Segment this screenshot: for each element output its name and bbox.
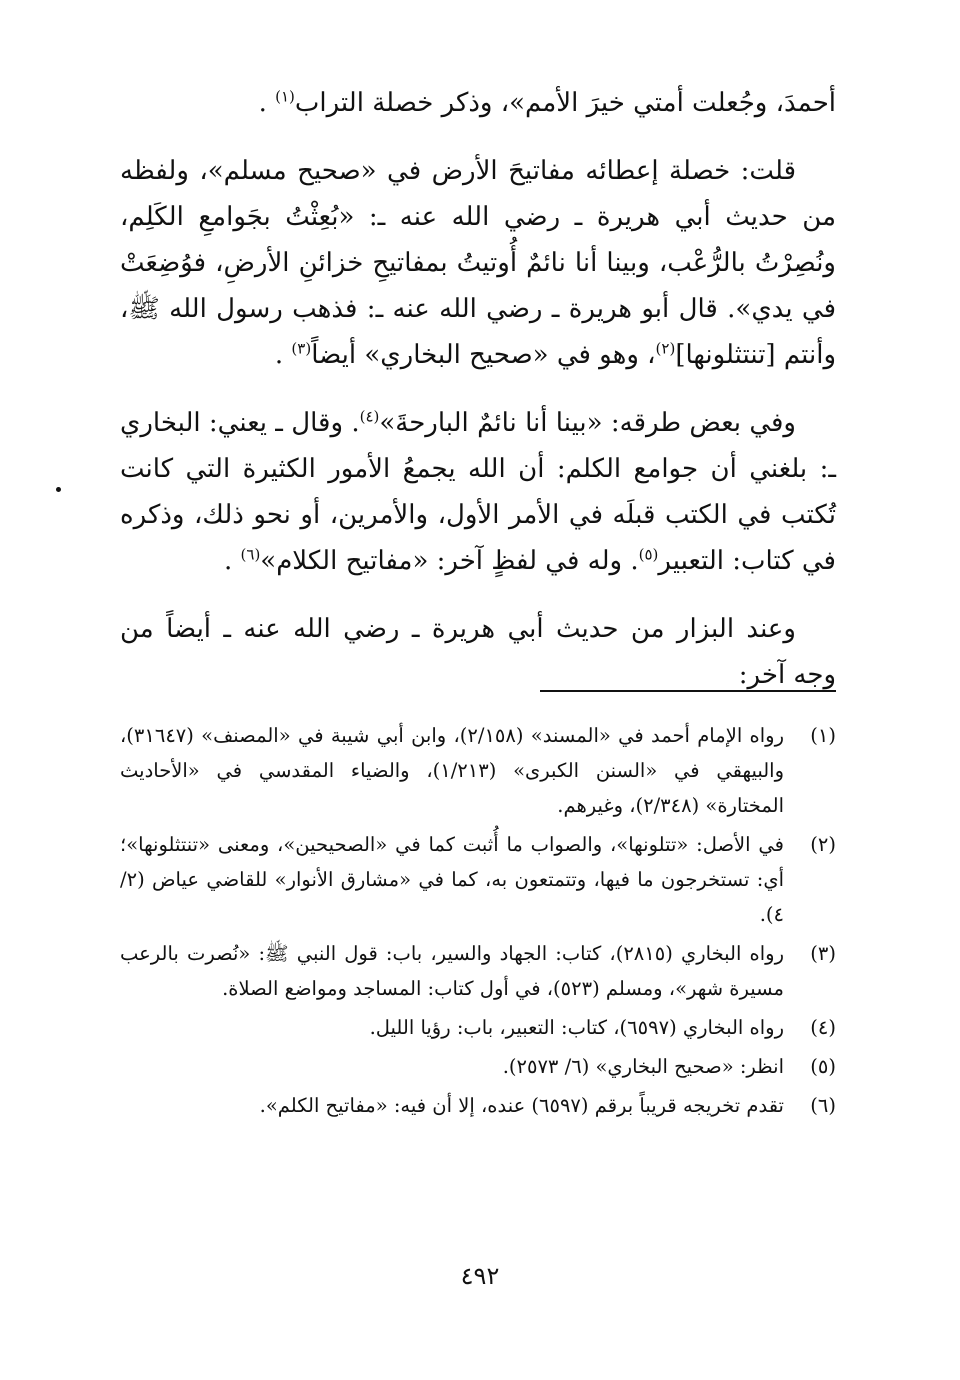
footnote-text: رواه البخاري (٦٥٩٧)، كتاب: التعبير، باب: رؤيا الليل.	[369, 1016, 784, 1039]
footnote-2	[120, 827, 836, 932]
footnote-6	[120, 1088, 836, 1123]
paragraph-4: وعند البزار من حديث أبي هريرة ـ رضي الله عنه ـ أيضاً من وجه آخر:	[120, 614, 836, 690]
footnote-text: انظر: «صحيح البخاري» (٦/ ٢٥٧٣).	[502, 1055, 784, 1078]
footnote-text: رواه البخاري (٢٨١٥)، كتاب: الجهاد والسير، باب: قول النبي ﷺ: «نُصرت بالرعب مسيرة شهر»، ومسلم (٥٢٣)، في أول كتاب: المساجد ومواضع الصلاة.	[120, 942, 784, 1000]
paragraph-2: قلت: خصلة إعطائه مفاتيحَ الأرض في «صحيح مسلم»، ولفظه من حديث أبي هريرة ـ رضي الله عنه ـ: «بُعِثْتُ بجَوامعِ الكَلِم، ونُصِرْتُ بالرُّعْب، وبينا أنا نائمٌ أُوتيتُ بمفاتيحِ خزائنِ الأرضِ، فوُضِعَتْ في يدي». قال أبو هريرة ـ رضي الله عنه ـ: فذهب رسول الله ﷺ، وأنتم [تنتثلونها]$^{(٢)}$، وهو في «صحيح البخاري» أيضاً$^{(٣)}$ .	[120, 156, 836, 370]
footnote-5	[120, 1049, 836, 1084]
footnote-1	[120, 718, 836, 823]
page-number: ٤٩٢	[460, 1262, 500, 1290]
footnote-ref-2[interactable]: (٢)	[655, 339, 676, 358]
footnote-number: (١)	[810, 724, 836, 747]
footnote-3	[120, 936, 836, 1006]
footnote-ref-5[interactable]: (٥)	[638, 545, 659, 564]
footnote-4	[120, 1010, 836, 1045]
footnote-ref-4[interactable]: (٤)	[359, 407, 380, 426]
footnote-number: (٢)	[810, 833, 836, 856]
main-text	[120, 80, 836, 720]
footnote-text: رواه الإمام أحمد في «المسند» (٢/١٥٨)، وابن أبي شيبة في «المصنف» (٣١٦٤٧)، والبيهقي في «السنن الكبرى» (١/٢١٣)، والضياء المقدسي في «الأحاديث المختارة» (٢/٣٤٨)، وغيرهم.	[120, 724, 785, 817]
paragraph-3: وفي بعض طرقه: «بينا أنا نائمٌ البارحةَ»$^{(٤)}$. وقال ـ يعني: البخاري ـ: بلغني أن جوامع الكلم: أن الله يجمعُ الأمور الكثيرة التي كانت تُكتب في الكتب قبلَه في الأمر الأول، والأمرين، أو نحو ذلك، وذكره في كتاب: التعبير$^{(٥)}$. وله في لفظٍ آخر: «مفاتيح الكلام»$^{(٦)}$ .	[120, 407, 836, 576]
footnotes	[120, 718, 836, 1127]
footnote-text: تقدم تخريجه قريباً برقم (٦٥٩٧) عنده، إلا أن فيه: «مفاتيح الكلم».	[259, 1094, 784, 1117]
footnote-ref-1[interactable]: (١)	[275, 87, 295, 106]
margin-mark	[56, 487, 61, 492]
footnote-number: (٤)	[810, 1016, 836, 1039]
footnote-divider	[540, 690, 836, 692]
footnote-number: (٦)	[810, 1094, 836, 1117]
footnote-text: في الأصل: «تتلونها»، والصواب ما أُثبت كما في «الصحيحين»، ومعنى «تنتثلونها»؛ أي: تستخرجون ما فيها، وتتمتعون به، كما في «مشارق الأنوار» للقاضي عياض (٢/ ٤).	[120, 833, 784, 926]
footnote-number: (٥)	[810, 1055, 836, 1078]
footnote-ref-6[interactable]: (٦)	[240, 545, 261, 564]
footnote-ref-3[interactable]: (٣)	[291, 339, 312, 358]
footnote-number: (٣)	[810, 942, 836, 965]
paragraph-1: أحمدَ، وجُعلت أمتي خيرَ الأمم»، وذكر خصلة التراب$^{(١)}$ .	[258, 87, 836, 118]
